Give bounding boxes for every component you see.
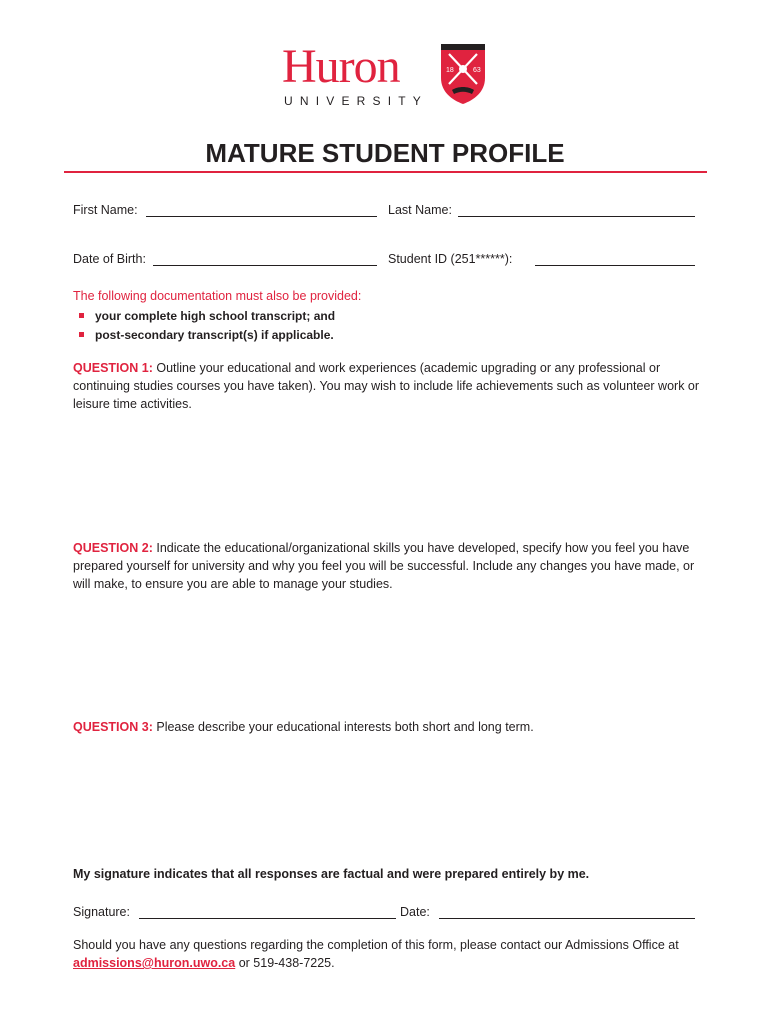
title-divider (64, 171, 707, 173)
question-3 (73, 718, 713, 736)
list-item-text: post-secondary transcript(s) if applicable. (95, 328, 334, 342)
question-3-answer-area[interactable] (73, 742, 706, 857)
signature-field[interactable] (139, 918, 396, 919)
student-id-label: Student ID (251******): (388, 252, 513, 266)
last-name-field[interactable] (458, 216, 695, 217)
date-label: Date: (400, 905, 430, 919)
signature-statement: My signature indicates that all responses are factual and were prepared entirely by me. (73, 867, 590, 881)
bullet-square-icon (79, 313, 84, 318)
contact-prefix: Should you have any questions regarding the completion of this form, please contact our Admissions Office at (73, 938, 679, 952)
contact-info (73, 936, 713, 972)
question-1 (73, 359, 713, 413)
question-2-text: Indicate the educational/organizational skills you have developed, specify how you feel you have prepared yourself for university and why you feel you will be successful. Include any changes you have made, or will make, to ensure you are able to manage your studies. (73, 541, 695, 591)
question-2 (73, 539, 713, 593)
date-of-birth-label: Date of Birth: (73, 252, 146, 266)
list-item-text: your complete high school transcript; and (95, 309, 336, 323)
contact-suffix: or 519-438-7225. (238, 956, 335, 970)
logo-wordmark: Huron (282, 40, 400, 93)
question-1-text: Outline your educational and work experiences (academic upgrading or any professional or continuing studies courses you have taken). You may wish to include life achievements such as volunteer work or leisure time activities. (73, 361, 700, 411)
question-3-label: QUESTION 3: (73, 720, 153, 734)
question-1-answer-area[interactable] (73, 418, 706, 528)
question-2-answer-area[interactable] (73, 598, 706, 708)
signature-label: Signature: (73, 905, 130, 919)
bullet-square-icon (79, 332, 84, 337)
logo-subtitle: UNIVERSITY (284, 94, 429, 108)
huron-logo (282, 40, 492, 110)
page-title: MATURE STUDENT PROFILE (205, 138, 565, 168)
last-name-label: Last Name: (388, 203, 452, 217)
question-3-text: Please describe your educational interests both short and long term. (156, 720, 534, 734)
crest-icon (438, 42, 488, 106)
crest-year-left: 18 (446, 67, 454, 74)
date-of-birth-field[interactable] (153, 265, 377, 266)
admissions-email-link[interactable]: admissions@huron.uwo.ca (73, 956, 236, 970)
list-item (79, 328, 334, 342)
student-id-field[interactable] (535, 265, 695, 266)
list-item (79, 309, 335, 323)
question-2-label: QUESTION 2: (73, 541, 153, 555)
crest-year-right: 63 (473, 67, 481, 74)
question-1-label: QUESTION 1: (73, 361, 153, 375)
first-name-field[interactable] (146, 216, 377, 217)
first-name-label: First Name: (73, 203, 138, 217)
documentation-notice: The following documentation must also be provided: (73, 289, 362, 303)
date-field[interactable] (439, 918, 695, 919)
